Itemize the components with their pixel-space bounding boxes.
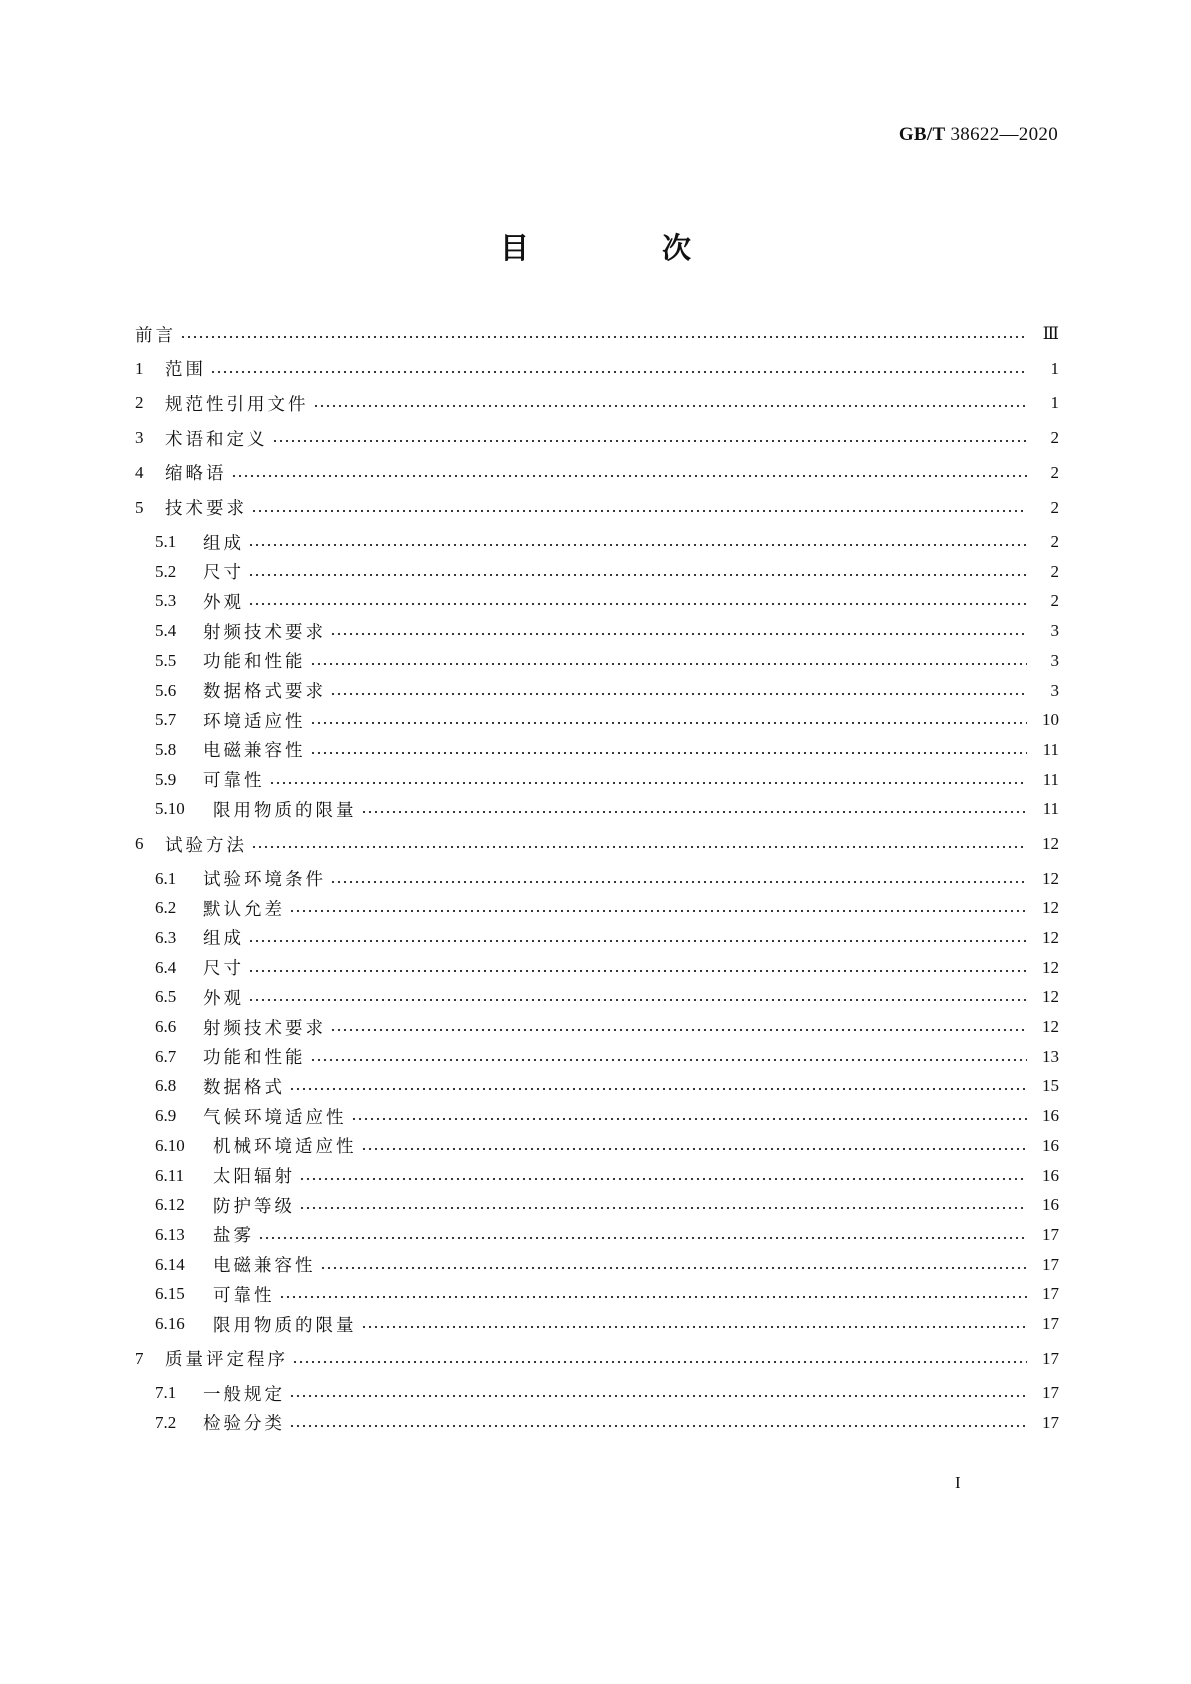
toc-entry[interactable] bbox=[155, 1379, 1059, 1407]
toc-entry[interactable] bbox=[155, 954, 1059, 982]
toc-entry-number: 6.5 bbox=[155, 987, 177, 1007]
toc-entry[interactable] bbox=[155, 1013, 1059, 1041]
toc-entry-page: 2 bbox=[1050, 591, 1059, 611]
toc-entry-page: 1 bbox=[1050, 393, 1059, 413]
toc-entry-label: 检验分类 bbox=[203, 1414, 285, 1435]
dot-leader bbox=[292, 1361, 1027, 1363]
toc-entry-page: 2 bbox=[1050, 561, 1059, 581]
toc-entry-page: 12 bbox=[1042, 868, 1059, 888]
toc-entry-label: 功能和性能 bbox=[203, 1048, 306, 1069]
toc-entry-label: 防护等级 bbox=[213, 1196, 295, 1217]
toc-entry-label: 电磁兼容性 bbox=[213, 1256, 316, 1277]
toc-entry-number: 6.11 bbox=[155, 1165, 185, 1185]
dot-leader bbox=[248, 574, 1027, 576]
dot-leader bbox=[361, 1326, 1028, 1328]
toc-entry-number: 7.1 bbox=[155, 1383, 177, 1403]
toc-entry[interactable] bbox=[155, 894, 1059, 922]
toc-entry-number: 6.10 bbox=[155, 1135, 185, 1155]
toc-entry-label: 限用物质的限量 bbox=[213, 1315, 357, 1336]
page-title: 目 次 bbox=[499, 231, 743, 265]
dot-leader bbox=[289, 910, 1027, 912]
toc-entry[interactable] bbox=[135, 320, 1059, 348]
toc-entry-number: 6.16 bbox=[155, 1314, 185, 1333]
toc-entry-page: 17 bbox=[1042, 1254, 1059, 1274]
toc-entry[interactable] bbox=[155, 1409, 1059, 1437]
toc-entry[interactable] bbox=[135, 389, 1059, 417]
toc-entry[interactable] bbox=[155, 1102, 1059, 1130]
toc-entry-label: 试验环境条件 bbox=[203, 870, 326, 890]
dot-leader bbox=[251, 846, 1027, 848]
toc-entry-number: 6.8 bbox=[155, 1076, 177, 1096]
dot-leader bbox=[210, 371, 1027, 373]
toc-entry-label: 太阳辐射 bbox=[213, 1167, 295, 1187]
toc-entry[interactable] bbox=[155, 865, 1059, 893]
dot-leader bbox=[351, 1118, 1028, 1120]
dot-leader bbox=[248, 603, 1027, 605]
dot-leader bbox=[310, 752, 1028, 754]
toc-entry-page: 3 bbox=[1050, 621, 1059, 641]
toc-entry-label: 范围 bbox=[165, 360, 206, 381]
standard-code bbox=[899, 124, 1058, 146]
toc-entry-label: 一般规定 bbox=[203, 1384, 285, 1405]
toc-entry-page: 12 bbox=[1042, 927, 1059, 947]
toc-entry-number: 4 bbox=[135, 462, 144, 482]
toc-entry-label: 组成 bbox=[203, 533, 244, 554]
toc-entry-page: 2 bbox=[1050, 462, 1059, 482]
toc-entry-number: 6.15 bbox=[155, 1284, 185, 1304]
dot-leader bbox=[299, 1178, 1027, 1180]
dot-leader bbox=[248, 999, 1027, 1001]
toc-entry-page: 3 bbox=[1050, 650, 1059, 670]
toc-entry-page: 17 bbox=[1042, 1383, 1059, 1403]
toc-entry[interactable] bbox=[155, 706, 1059, 734]
dot-leader bbox=[310, 722, 1028, 724]
dot-leader bbox=[299, 1207, 1027, 1209]
toc-entry-label: 质量评定程序 bbox=[165, 1350, 288, 1371]
toc-entry-number: 6.9 bbox=[155, 1106, 177, 1126]
toc-entry-page: 3 bbox=[1050, 680, 1059, 700]
toc-entry-label: 试验方法 bbox=[165, 835, 247, 856]
toc-entry-label: 默认允差 bbox=[203, 899, 285, 920]
toc-entry-label: 外观 bbox=[203, 988, 244, 1009]
toc-entry-label: 电磁兼容性 bbox=[203, 741, 306, 762]
toc-entry-page: 11 bbox=[1042, 739, 1059, 759]
toc-entry-number: 6.12 bbox=[155, 1195, 185, 1215]
toc-entry-label: 限用物质的限量 bbox=[213, 800, 357, 821]
dot-leader bbox=[180, 336, 1027, 338]
toc-entry[interactable] bbox=[155, 736, 1059, 764]
page-number: I bbox=[955, 1473, 961, 1492]
toc-entry[interactable] bbox=[155, 647, 1059, 675]
toc-entry[interactable] bbox=[155, 983, 1059, 1011]
toc-entry-label: 数据格式 bbox=[203, 1077, 285, 1098]
toc-entry[interactable] bbox=[155, 1221, 1059, 1249]
toc-entry-number: 1 bbox=[135, 358, 144, 378]
toc-entry[interactable] bbox=[155, 558, 1059, 586]
dot-leader bbox=[258, 1237, 1027, 1239]
toc-entry-page: 1 bbox=[1050, 358, 1059, 378]
dot-leader bbox=[330, 633, 1027, 635]
toc-entry[interactable] bbox=[155, 1162, 1059, 1190]
dot-leader bbox=[361, 1148, 1028, 1150]
toc-entry-page: 2 bbox=[1050, 497, 1059, 517]
toc-entry-page: 17 bbox=[1042, 1284, 1059, 1304]
toc-entry-label: 盐雾 bbox=[213, 1226, 254, 1247]
toc-entry-page: Ⅲ bbox=[1042, 324, 1059, 343]
toc-entry-label: 缩略语 bbox=[165, 464, 227, 485]
dot-leader bbox=[272, 440, 1028, 442]
dot-leader bbox=[289, 1088, 1027, 1090]
dot-leader bbox=[310, 1059, 1028, 1061]
toc-entry-label: 尺寸 bbox=[203, 563, 244, 584]
toc-entry[interactable] bbox=[155, 1132, 1059, 1160]
toc-entry-page: 17 bbox=[1042, 1412, 1059, 1432]
toc-entry-number: 6.14 bbox=[155, 1254, 185, 1274]
toc-entry-label: 环境适应性 bbox=[203, 711, 306, 732]
toc-entry-label: 气候环境适应性 bbox=[203, 1107, 347, 1128]
toc-entry-label: 前言 bbox=[135, 325, 176, 346]
toc-entry-number: 6.1 bbox=[155, 868, 177, 888]
standard-number: 38622—2020 bbox=[950, 124, 1058, 145]
toc-entry-number: 3 bbox=[135, 428, 144, 448]
toc-entry-number: 6.6 bbox=[155, 1017, 177, 1036]
toc-entry[interactable] bbox=[155, 1072, 1059, 1100]
toc-entry[interactable] bbox=[155, 528, 1059, 556]
toc-entry[interactable] bbox=[155, 924, 1059, 952]
toc-entry-number: 6.2 bbox=[155, 898, 177, 918]
toc-entry[interactable] bbox=[135, 355, 1059, 383]
toc-entry[interactable] bbox=[135, 494, 1059, 522]
toc-entry-number: 6.7 bbox=[155, 1046, 177, 1066]
toc-entry-label: 射频技术要求 bbox=[203, 622, 326, 643]
toc-entry[interactable] bbox=[155, 766, 1059, 794]
toc-entry-page: 17 bbox=[1042, 1314, 1059, 1333]
toc-entry-page: 2 bbox=[1050, 428, 1059, 448]
toc-entry-label: 可靠性 bbox=[213, 1285, 275, 1306]
toc-entry[interactable] bbox=[135, 459, 1059, 487]
toc-entry-page: 15 bbox=[1042, 1076, 1059, 1096]
dot-leader bbox=[269, 782, 1028, 784]
toc-entry-label: 外观 bbox=[203, 592, 244, 613]
dot-leader bbox=[251, 510, 1027, 512]
toc-entry[interactable] bbox=[155, 1280, 1059, 1308]
toc-entry[interactable] bbox=[155, 1191, 1059, 1219]
toc-entry-label: 数据格式要求 bbox=[203, 682, 326, 702]
toc-entry-page: 16 bbox=[1042, 1195, 1059, 1215]
toc-entry[interactable] bbox=[135, 830, 1059, 858]
dot-leader bbox=[330, 693, 1027, 695]
dot-leader bbox=[330, 1029, 1027, 1031]
toc-entry-page: 11 bbox=[1042, 799, 1059, 819]
toc-entry-number: 5.2 bbox=[155, 561, 177, 581]
toc-entry-page: 16 bbox=[1042, 1106, 1059, 1126]
dot-leader bbox=[248, 970, 1027, 972]
toc-entry-page: 11 bbox=[1042, 769, 1059, 789]
toc-entry[interactable] bbox=[155, 1251, 1059, 1279]
dot-leader bbox=[330, 881, 1027, 883]
toc-entry-page: 16 bbox=[1042, 1135, 1059, 1155]
toc-entry-number: 5.3 bbox=[155, 591, 177, 611]
toc-entry[interactable] bbox=[135, 1345, 1059, 1373]
toc-entry-number: 2 bbox=[135, 393, 144, 413]
toc-entry-page: 12 bbox=[1042, 987, 1059, 1007]
toc-entry[interactable] bbox=[155, 617, 1059, 645]
dot-leader bbox=[248, 544, 1027, 546]
dot-leader bbox=[231, 475, 1028, 477]
toc-entry-number: 5.1 bbox=[155, 532, 177, 551]
toc-entry-number: 5.8 bbox=[155, 739, 177, 759]
dot-leader bbox=[313, 405, 1028, 407]
toc-entry-page: 16 bbox=[1042, 1165, 1059, 1185]
toc-entry[interactable] bbox=[155, 1310, 1059, 1338]
toc-entry-page: 10 bbox=[1042, 710, 1059, 730]
dot-leader bbox=[289, 1425, 1027, 1427]
toc-entry-number: 7 bbox=[135, 1348, 144, 1368]
toc-entry-label: 可靠性 bbox=[203, 771, 265, 792]
toc-entry-page: 17 bbox=[1042, 1224, 1059, 1244]
dot-leader bbox=[248, 940, 1027, 942]
toc-entry-label: 组成 bbox=[203, 929, 244, 950]
toc-entry-number: 6.13 bbox=[155, 1224, 185, 1244]
toc-entry-number: 5.6 bbox=[155, 680, 177, 700]
toc-entry[interactable] bbox=[155, 587, 1059, 615]
toc-entry-number: 5.5 bbox=[155, 650, 177, 670]
toc-entry-label: 机械环境适应性 bbox=[213, 1137, 357, 1158]
toc-entry[interactable] bbox=[155, 795, 1059, 823]
toc-entry[interactable] bbox=[135, 424, 1059, 452]
toc-entry-page: 12 bbox=[1042, 898, 1059, 918]
dot-leader bbox=[289, 1395, 1027, 1397]
toc-entry-page: 17 bbox=[1042, 1348, 1059, 1368]
toc-entry-number: 6 bbox=[135, 834, 144, 853]
toc-entry-label: 技术要求 bbox=[165, 499, 247, 519]
dot-leader bbox=[361, 811, 1028, 813]
toc-entry-number: 5.4 bbox=[155, 621, 177, 641]
dot-leader bbox=[279, 1296, 1028, 1298]
toc-entry-number: 5 bbox=[135, 497, 144, 517]
toc-entry[interactable] bbox=[155, 677, 1059, 705]
toc-entry-number: 6.4 bbox=[155, 957, 177, 977]
toc-entry-number: 7.2 bbox=[155, 1412, 177, 1432]
toc-entry-number: 5.10 bbox=[155, 799, 185, 819]
toc-entry[interactable] bbox=[155, 1043, 1059, 1071]
toc-entry-number: 6.3 bbox=[155, 927, 177, 947]
toc-entry-label: 射频技术要求 bbox=[203, 1018, 326, 1039]
toc-entry-number: 5.9 bbox=[155, 769, 177, 789]
toc-entry-label: 术语和定义 bbox=[165, 429, 268, 450]
toc-entry-label: 尺寸 bbox=[203, 959, 244, 980]
dot-leader bbox=[320, 1267, 1028, 1269]
dot-leader bbox=[310, 663, 1028, 665]
toc-entry-page: 12 bbox=[1042, 834, 1059, 853]
toc-entry-page: 12 bbox=[1042, 1017, 1059, 1036]
toc-entry-label: 功能和性能 bbox=[203, 652, 306, 673]
toc-entry-page: 13 bbox=[1042, 1046, 1059, 1066]
toc-entry-page: 12 bbox=[1042, 957, 1059, 977]
toc-entry-page: 2 bbox=[1050, 532, 1059, 551]
standard-prefix: GB/T bbox=[898, 124, 946, 145]
toc-entry-number: 5.7 bbox=[155, 710, 177, 730]
toc-entry-label: 规范性引用文件 bbox=[165, 394, 309, 415]
